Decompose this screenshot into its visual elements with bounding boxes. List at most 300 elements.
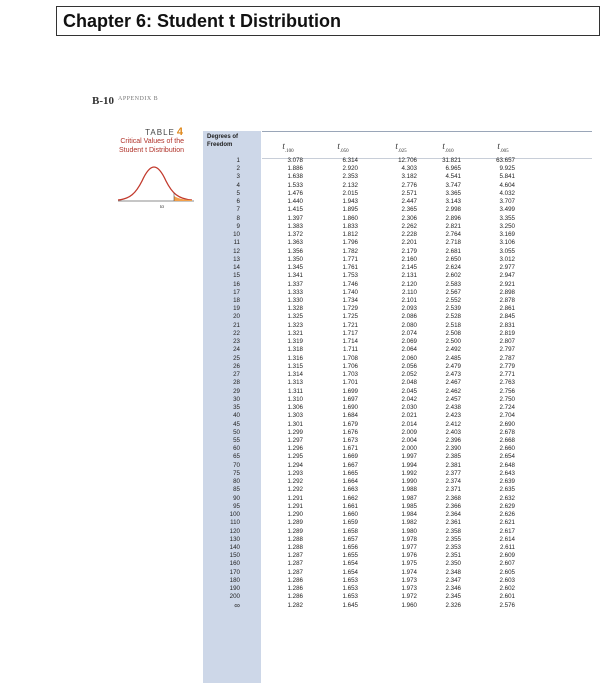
t010-cell: 2.385 bbox=[445, 453, 461, 461]
df-cell: 80 bbox=[233, 478, 240, 486]
t010-cell: 2.624 bbox=[445, 264, 461, 272]
t050-cell: 1.663 bbox=[342, 486, 358, 494]
t010-cell: 2.518 bbox=[445, 321, 461, 329]
t025-cell: 2.048 bbox=[401, 379, 417, 387]
t010-cell: 2.348 bbox=[445, 568, 461, 576]
t005-cell: 2.763 bbox=[499, 379, 515, 387]
t005-cell: 3.355 bbox=[499, 214, 515, 222]
df-cell: 9 bbox=[236, 222, 240, 230]
t100-cell: 1.330 bbox=[287, 296, 303, 304]
df-cell: 85 bbox=[233, 486, 240, 494]
t100-cell: 1.282 bbox=[287, 601, 303, 609]
t050-cell: 1.654 bbox=[342, 568, 358, 576]
t010-cell: 2.650 bbox=[445, 255, 461, 263]
t025-cell: 2.093 bbox=[401, 305, 417, 313]
t050-cell: 1.690 bbox=[342, 404, 358, 412]
t025-cell: 2.080 bbox=[401, 321, 417, 329]
table-row bbox=[203, 322, 602, 330]
t050-cell: 1.653 bbox=[342, 576, 358, 584]
df-cell: 4 bbox=[236, 181, 240, 189]
t010-cell: 2.602 bbox=[445, 272, 461, 280]
df-cell: 19 bbox=[233, 305, 240, 313]
table-row bbox=[203, 602, 602, 610]
t005-cell: 2.771 bbox=[499, 371, 515, 379]
t100-cell: 1.291 bbox=[287, 502, 303, 510]
t010-cell: 2.396 bbox=[445, 436, 461, 444]
t005-cell: 2.797 bbox=[499, 346, 515, 354]
t025-cell: 2.145 bbox=[401, 264, 417, 272]
t050-cell: 1.667 bbox=[342, 461, 358, 469]
df-cell: ∞ bbox=[234, 600, 240, 610]
df-cell: 35 bbox=[233, 404, 240, 412]
t005-cell: 2.756 bbox=[499, 387, 515, 395]
table-row bbox=[203, 470, 602, 478]
t005-cell: 2.861 bbox=[499, 305, 515, 313]
t050-cell: 1.664 bbox=[342, 478, 358, 486]
t100-cell: 1.290 bbox=[287, 511, 303, 519]
df-cell: 27 bbox=[233, 371, 240, 379]
t100-cell: 1.292 bbox=[287, 486, 303, 494]
degrees-of-freedom-header: Degrees of Freedom bbox=[207, 134, 239, 148]
t010-cell: 2.485 bbox=[445, 354, 461, 362]
t100-cell: 1.303 bbox=[287, 412, 303, 420]
t010-cell: 2.457 bbox=[445, 395, 461, 403]
t100-cell: 1.297 bbox=[287, 436, 303, 444]
t010-cell: 2.353 bbox=[445, 544, 461, 552]
t005-cell: 2.639 bbox=[499, 478, 515, 486]
table-row bbox=[203, 313, 602, 321]
t005-cell: 2.603 bbox=[499, 576, 515, 584]
header-top-rule bbox=[262, 131, 592, 132]
t100-cell: 1.350 bbox=[287, 255, 303, 263]
t100-cell: 1.345 bbox=[287, 264, 303, 272]
df-cell: 70 bbox=[233, 461, 240, 469]
t050-cell: 1.679 bbox=[342, 420, 358, 428]
t025-cell: 1.974 bbox=[401, 568, 417, 576]
t100-cell: 1.638 bbox=[287, 173, 303, 181]
table-row bbox=[203, 478, 602, 486]
t010-cell: 2.423 bbox=[445, 412, 461, 420]
t050-cell: 1.711 bbox=[342, 346, 358, 354]
t050-cell: 1.761 bbox=[342, 264, 358, 272]
t010-cell: 2.438 bbox=[445, 404, 461, 412]
t010-cell: 2.821 bbox=[445, 222, 461, 230]
t050-cell: 1.665 bbox=[342, 469, 358, 477]
t100-cell: 1.293 bbox=[287, 469, 303, 477]
df-cell: 22 bbox=[233, 329, 240, 337]
t050-cell: 1.645 bbox=[342, 601, 358, 609]
df-cell: 140 bbox=[229, 544, 240, 552]
t025-cell: 2.571 bbox=[401, 189, 417, 197]
df-cell: 29 bbox=[233, 387, 240, 395]
t010-cell: 2.583 bbox=[445, 280, 461, 288]
t025-cell: 2.000 bbox=[401, 445, 417, 453]
table-row bbox=[203, 445, 602, 453]
table-caption-line-2: Student t Distribution bbox=[119, 147, 184, 154]
t025-cell: 1.973 bbox=[401, 576, 417, 584]
t100-cell: 1.299 bbox=[287, 428, 303, 436]
t005-cell: 2.898 bbox=[499, 288, 515, 296]
t100-cell: 3.078 bbox=[287, 157, 303, 164]
t100-cell: 1.333 bbox=[287, 288, 303, 296]
table-row bbox=[203, 519, 602, 527]
t100-cell: 1.315 bbox=[287, 362, 303, 370]
t050-cell: 1.653 bbox=[342, 593, 358, 601]
table-row bbox=[203, 560, 602, 568]
t025-cell: 2.069 bbox=[401, 338, 417, 346]
t100-cell: 1.296 bbox=[287, 445, 303, 453]
t100-cell: 1.286 bbox=[287, 576, 303, 584]
df-cell: 60 bbox=[233, 445, 240, 453]
t100-cell: 1.372 bbox=[287, 231, 303, 239]
t025-cell: 2.365 bbox=[401, 206, 417, 214]
t050-cell: 1.740 bbox=[342, 288, 358, 296]
t050-cell: 2.132 bbox=[342, 181, 358, 189]
t025-cell: 2.131 bbox=[401, 272, 417, 280]
t010-cell: 2.350 bbox=[445, 560, 461, 568]
t100-cell: 1.287 bbox=[287, 568, 303, 576]
t025-cell: 2.228 bbox=[401, 231, 417, 239]
t025-cell: 2.160 bbox=[401, 255, 417, 263]
table-row bbox=[203, 190, 602, 198]
t100-cell: 1.886 bbox=[287, 165, 303, 173]
table-row bbox=[203, 206, 602, 214]
t005-cell: 2.878 bbox=[499, 296, 515, 304]
t050-cell: 1.653 bbox=[342, 585, 358, 593]
table-row bbox=[203, 462, 602, 470]
t005-cell: 3.707 bbox=[499, 198, 515, 206]
df-cell: 50 bbox=[233, 428, 240, 436]
t100-cell: 1.325 bbox=[287, 313, 303, 321]
table-row bbox=[203, 281, 602, 289]
table-row bbox=[203, 355, 602, 363]
t025-cell: 2.120 bbox=[401, 280, 417, 288]
table-row bbox=[203, 297, 602, 305]
t005-cell: 2.632 bbox=[499, 494, 515, 502]
table-row bbox=[203, 396, 602, 404]
t005-cell: 2.626 bbox=[499, 511, 515, 519]
table-row bbox=[203, 371, 602, 379]
df-cell: 16 bbox=[233, 280, 240, 288]
table-row bbox=[203, 346, 602, 354]
t025-cell: 1.990 bbox=[401, 478, 417, 486]
t025-cell: 3.182 bbox=[401, 173, 417, 181]
t005-cell: 2.977 bbox=[499, 264, 515, 272]
t010-cell: 3.747 bbox=[445, 181, 461, 189]
page-number: B-10 bbox=[92, 95, 114, 107]
t100-cell: 1.287 bbox=[287, 552, 303, 560]
df-cell: 30 bbox=[233, 395, 240, 403]
t100-cell: 1.440 bbox=[287, 198, 303, 206]
t100-cell: 1.476 bbox=[287, 189, 303, 197]
df-cell: 55 bbox=[233, 436, 240, 444]
t005-cell: 2.831 bbox=[499, 321, 515, 329]
t005-cell: 2.787 bbox=[499, 354, 515, 362]
t010-cell: 2.351 bbox=[445, 552, 461, 560]
t050-cell: 1.860 bbox=[342, 214, 358, 222]
t100-cell: 1.341 bbox=[287, 272, 303, 280]
t005-cell: 3.055 bbox=[499, 247, 515, 255]
t050-cell: 1.654 bbox=[342, 560, 358, 568]
df-cell: 120 bbox=[229, 527, 240, 535]
t100-cell: 1.310 bbox=[287, 395, 303, 403]
t010-cell: 2.366 bbox=[445, 502, 461, 510]
table-row bbox=[203, 486, 602, 494]
t010-cell: 2.381 bbox=[445, 461, 461, 469]
t010-cell: 2.368 bbox=[445, 494, 461, 502]
t010-cell: 2.326 bbox=[445, 601, 461, 609]
df-cell: 160 bbox=[229, 560, 240, 568]
df-cell: 20 bbox=[233, 313, 240, 321]
df-cell: 14 bbox=[233, 264, 240, 272]
table-row bbox=[203, 363, 602, 371]
t025-cell: 1.984 bbox=[401, 511, 417, 519]
t025-cell: 1.960 bbox=[401, 601, 417, 609]
t100-cell: 1.288 bbox=[287, 544, 303, 552]
t025-cell: 2.086 bbox=[401, 313, 417, 321]
t005-cell: 4.032 bbox=[499, 189, 515, 197]
t050-cell: 2.353 bbox=[342, 173, 358, 181]
df-cell: 180 bbox=[229, 576, 240, 584]
t010-cell: 2.473 bbox=[445, 371, 461, 379]
table-row bbox=[203, 330, 602, 338]
df-cell: 2 bbox=[236, 165, 240, 173]
t050-cell: 1.717 bbox=[342, 329, 358, 337]
t005-cell: 2.609 bbox=[499, 552, 515, 560]
t010-cell: 2.364 bbox=[445, 511, 461, 519]
t005-cell: 2.611 bbox=[499, 544, 515, 552]
table-row bbox=[203, 248, 602, 256]
t050-cell: 1.660 bbox=[342, 511, 358, 519]
table-row bbox=[203, 264, 602, 272]
table-row bbox=[203, 165, 602, 173]
t025-cell: 1.976 bbox=[401, 552, 417, 560]
t005-cell: 2.621 bbox=[499, 519, 515, 527]
t005-cell: 2.845 bbox=[499, 313, 515, 321]
t100-cell: 1.289 bbox=[287, 519, 303, 527]
t025-cell: 2.201 bbox=[401, 239, 417, 247]
table-row bbox=[203, 552, 602, 560]
df-cell: 65 bbox=[233, 453, 240, 461]
table-row bbox=[203, 272, 602, 280]
t005-cell: 2.819 bbox=[499, 329, 515, 337]
t100-cell: 1.337 bbox=[287, 280, 303, 288]
t050-cell: 1.796 bbox=[342, 239, 358, 247]
t025-cell: 2.045 bbox=[401, 387, 417, 395]
table-caption-line-1: Critical Values of the bbox=[120, 138, 184, 145]
t050-cell: 1.746 bbox=[342, 280, 358, 288]
t010-cell: 2.681 bbox=[445, 247, 461, 255]
t050-cell: 1.771 bbox=[342, 255, 358, 263]
df-cell: 40 bbox=[233, 412, 240, 420]
table-row bbox=[203, 239, 602, 247]
t025-cell: 1.985 bbox=[401, 502, 417, 510]
t010-cell: 6.965 bbox=[445, 165, 461, 173]
t050-cell: 1.943 bbox=[342, 198, 358, 206]
t005-cell: 2.654 bbox=[499, 453, 515, 461]
table-row bbox=[203, 338, 602, 346]
df-cell: 150 bbox=[229, 552, 240, 560]
t050-cell: 1.703 bbox=[342, 371, 358, 379]
t025-cell: 12.706 bbox=[398, 157, 417, 164]
table-row bbox=[203, 569, 602, 577]
df-cell: 170 bbox=[229, 568, 240, 576]
t010-cell: 2.508 bbox=[445, 329, 461, 337]
t050-cell: 1.658 bbox=[342, 527, 358, 535]
t025-cell: 1.972 bbox=[401, 593, 417, 601]
t005-cell: 2.750 bbox=[499, 395, 515, 403]
t010-cell: 3.143 bbox=[445, 198, 461, 206]
t010-cell: 2.500 bbox=[445, 338, 461, 346]
df-cell: 3 bbox=[236, 173, 240, 181]
t100-cell: 1.328 bbox=[287, 305, 303, 313]
t025-cell: 2.052 bbox=[401, 371, 417, 379]
t025-cell: 2.262 bbox=[401, 222, 417, 230]
df-cell: 110 bbox=[230, 519, 240, 527]
t100-cell: 1.294 bbox=[287, 461, 303, 469]
t050-cell: 1.729 bbox=[342, 305, 358, 313]
t100-cell: 1.286 bbox=[287, 593, 303, 601]
df-cell: 28 bbox=[233, 379, 240, 387]
t005-cell: 63.657 bbox=[496, 157, 515, 164]
t050-cell: 1.656 bbox=[342, 544, 358, 552]
curve-critical-label: tα bbox=[160, 205, 165, 210]
df-cell: 8 bbox=[236, 214, 240, 222]
table-row bbox=[203, 388, 602, 396]
table-row bbox=[203, 528, 602, 536]
df-cell: 1 bbox=[236, 157, 240, 164]
table-row bbox=[203, 182, 602, 190]
t010-cell: 2.896 bbox=[445, 214, 461, 222]
t010-cell: 2.539 bbox=[445, 305, 461, 313]
table-row bbox=[203, 585, 602, 593]
df-cell: 17 bbox=[233, 288, 240, 296]
t010-cell: 31.821 bbox=[442, 157, 461, 164]
t010-cell: 2.390 bbox=[445, 445, 461, 453]
column-header-t025: $t_{.025}$ bbox=[395, 141, 407, 154]
df-cell: 90 bbox=[233, 494, 240, 502]
t025-cell: 1.975 bbox=[401, 560, 417, 568]
t100-cell: 1.295 bbox=[287, 453, 303, 461]
t010-cell: 2.355 bbox=[445, 535, 461, 543]
t025-cell: 2.306 bbox=[401, 214, 417, 222]
t050-cell: 1.669 bbox=[342, 453, 358, 461]
t050-cell: 1.673 bbox=[342, 436, 358, 444]
t010-cell: 2.412 bbox=[445, 420, 461, 428]
t005-cell: 2.704 bbox=[499, 412, 515, 420]
df-cell: 15 bbox=[233, 272, 240, 280]
t005-cell: 2.605 bbox=[499, 568, 515, 576]
t010-cell: 2.358 bbox=[445, 527, 461, 535]
t100-cell: 1.301 bbox=[287, 420, 303, 428]
t050-cell: 1.676 bbox=[342, 428, 358, 436]
t100-cell: 1.316 bbox=[287, 354, 303, 362]
t100-cell: 1.383 bbox=[287, 222, 303, 230]
table-row bbox=[203, 421, 602, 429]
df-cell: 200 bbox=[229, 593, 240, 601]
t025-cell: 1.977 bbox=[401, 544, 417, 552]
t005-cell: 2.690 bbox=[499, 420, 515, 428]
t050-cell: 1.782 bbox=[342, 247, 358, 255]
t005-cell: 3.012 bbox=[499, 255, 515, 263]
t005-cell: 2.947 bbox=[499, 272, 515, 280]
t025-cell: 2.021 bbox=[401, 412, 417, 420]
t005-cell: 5.841 bbox=[499, 173, 515, 181]
table-row bbox=[203, 305, 602, 313]
t100-cell: 1.291 bbox=[287, 494, 303, 502]
table-row bbox=[203, 453, 602, 461]
t100-cell: 1.319 bbox=[287, 338, 303, 346]
t010-cell: 2.552 bbox=[445, 296, 461, 304]
t025-cell: 1.973 bbox=[401, 585, 417, 593]
table-row bbox=[203, 198, 602, 206]
t100-cell: 1.321 bbox=[287, 329, 303, 337]
table-row bbox=[203, 577, 602, 585]
t050-cell: 1.701 bbox=[342, 379, 358, 387]
table-row bbox=[203, 379, 602, 387]
t100-cell: 1.314 bbox=[287, 371, 303, 379]
t005-cell: 2.607 bbox=[499, 560, 515, 568]
table-row bbox=[203, 157, 602, 165]
page-reference bbox=[92, 95, 158, 107]
t005-cell: 3.250 bbox=[499, 222, 515, 230]
table-row bbox=[203, 223, 602, 231]
table-row bbox=[203, 544, 602, 552]
t100-cell: 1.289 bbox=[287, 527, 303, 535]
t010-cell: 4.541 bbox=[445, 173, 461, 181]
df-cell: 25 bbox=[233, 354, 240, 362]
t010-cell: 2.479 bbox=[445, 362, 461, 370]
table-row bbox=[203, 412, 602, 420]
t050-cell: 2.015 bbox=[342, 189, 358, 197]
df-cell: 24 bbox=[233, 346, 240, 354]
t050-cell: 1.662 bbox=[342, 494, 358, 502]
chapter-title: Chapter 6: Student t Distribution bbox=[56, 6, 600, 36]
t005-cell: 2.601 bbox=[499, 593, 515, 601]
table-row bbox=[203, 289, 602, 297]
t010-cell: 2.371 bbox=[445, 486, 461, 494]
t005-cell: 2.921 bbox=[499, 280, 515, 288]
t100-cell: 1.397 bbox=[287, 214, 303, 222]
t025-cell: 1.994 bbox=[401, 461, 417, 469]
t025-cell: 1.987 bbox=[401, 494, 417, 502]
table-row bbox=[203, 495, 602, 503]
table-row bbox=[203, 231, 602, 239]
appendix-label: APPENDIX B bbox=[118, 96, 159, 102]
t005-cell: 2.678 bbox=[499, 428, 515, 436]
bell-curve bbox=[118, 167, 192, 200]
df-cell: 26 bbox=[233, 362, 240, 370]
t025-cell: 2.179 bbox=[401, 247, 417, 255]
df-cell: 5 bbox=[236, 189, 240, 197]
t005-cell: 2.660 bbox=[499, 445, 515, 453]
t100-cell: 1.286 bbox=[287, 585, 303, 593]
t010-cell: 2.347 bbox=[445, 576, 461, 584]
df-cell: 130 bbox=[229, 535, 240, 543]
t050-cell: 1.671 bbox=[342, 445, 358, 453]
t010-cell: 2.346 bbox=[445, 585, 461, 593]
t005-cell: 2.668 bbox=[499, 436, 515, 444]
df-cell: 13 bbox=[233, 255, 240, 263]
t005-cell: 2.807 bbox=[499, 338, 515, 346]
critical-values-table-body bbox=[203, 157, 602, 610]
t100-cell: 1.287 bbox=[287, 560, 303, 568]
t010-cell: 2.374 bbox=[445, 478, 461, 486]
t100-cell: 1.292 bbox=[287, 478, 303, 486]
t025-cell: 1.988 bbox=[401, 486, 417, 494]
t010-cell: 2.492 bbox=[445, 346, 461, 354]
t010-cell: 2.998 bbox=[445, 206, 461, 214]
